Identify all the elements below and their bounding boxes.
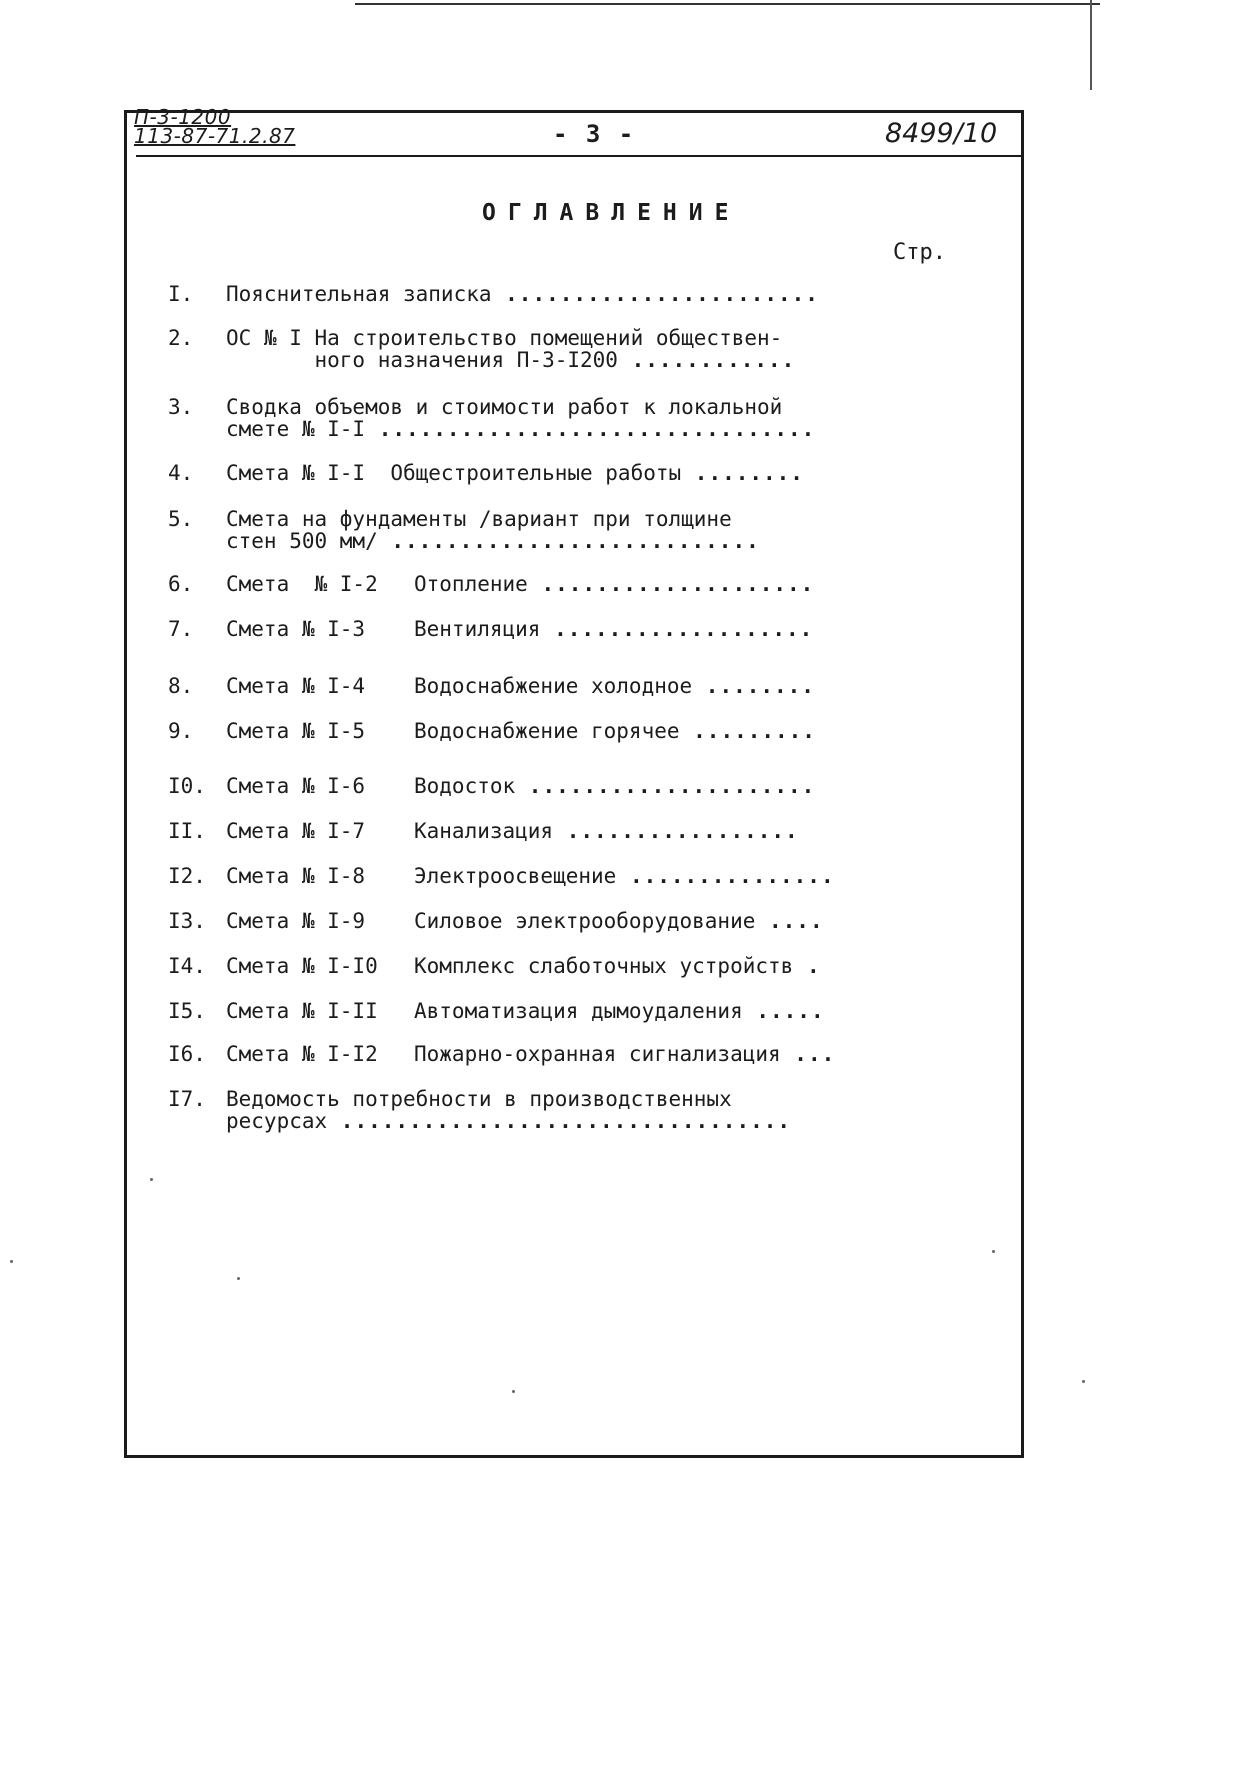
toc-entry-section-title: [414, 865, 835, 887]
toc-entry-text: [226, 1043, 378, 1065]
toc-entry-text: [226, 508, 760, 552]
toc-entry-line: [226, 675, 365, 697]
scan-edge-top: [355, 3, 1100, 5]
toc-entry-line: [226, 865, 365, 887]
toc-entry-text: [226, 675, 365, 697]
toc-entry-text: [226, 618, 365, 640]
toc-entry-title: Водосток: [414, 774, 516, 798]
toc-entry: [168, 865, 858, 887]
toc-leader-dots: ........: [692, 674, 815, 698]
toc-entry-line: [226, 327, 795, 349]
toc-entry-number: 8.: [168, 674, 194, 698]
document-codes: [134, 105, 334, 148]
toc-entry-line: [226, 462, 804, 484]
toc-entry-text: [226, 1088, 791, 1132]
toc-entry-line: [226, 418, 815, 440]
toc-entry-number: I2.: [168, 864, 206, 888]
toc-entry-line-text: Смета № I-I2: [226, 1042, 378, 1066]
toc-entry-line: [226, 508, 760, 530]
toc-entry: [168, 573, 858, 595]
toc-entry-line: [226, 573, 378, 595]
scan-speck: [1082, 1380, 1085, 1383]
toc-entry-line-text: Смета № I-2: [226, 572, 378, 596]
toc-entry-line: [226, 618, 365, 640]
toc-entry: [168, 327, 858, 371]
code-line-2: 113-87-71.2.87: [134, 124, 296, 148]
toc-entry-line-text: Смета № I-6: [226, 774, 366, 798]
toc-entry-number: 3.: [168, 395, 194, 419]
toc-entry: [168, 775, 858, 797]
header-rule: [136, 155, 1024, 157]
page-title: ОГЛАВЛЕНИЕ: [482, 200, 741, 226]
toc-entry-text: [226, 820, 365, 842]
toc-entry: [168, 1000, 858, 1022]
scan-speck: [992, 1250, 995, 1253]
toc-entry: [168, 508, 858, 552]
document-number: 8499/10: [885, 118, 998, 149]
toc-entry-line-text: Смета № I-4: [226, 674, 366, 698]
toc-entry: [168, 1043, 858, 1065]
toc-entry-line-text: ОС № I На строительство помещений обществен-: [226, 326, 783, 350]
toc-entry: [168, 675, 858, 697]
scan-edge-right: [1090, 0, 1092, 90]
toc-leader-dots: ...............: [616, 864, 835, 888]
toc-entry-line-text: Пояснительная записка: [226, 282, 492, 306]
toc-entry-number: 5.: [168, 507, 194, 531]
toc-entry-title: Автоматизация дымоудаления: [414, 999, 743, 1023]
toc-entry-line-text: Сводка объемов и стоимости работ к локальной: [226, 395, 783, 419]
toc-entry-title: Водоснабжение горячее: [414, 719, 680, 743]
toc-leader-dots: ........: [681, 461, 804, 485]
toc-entry-line-text: Смета № I-8: [226, 864, 366, 888]
toc-leader-dots: .....: [742, 999, 825, 1023]
toc-leader-dots: .................................: [327, 1109, 792, 1133]
toc-entry-line: [226, 283, 819, 305]
toc-leader-dots: ...: [780, 1042, 836, 1066]
toc-entry-number: 2.: [168, 326, 194, 350]
toc-entry-line-text: Смета на фундаменты /вариант при толщине: [226, 507, 732, 531]
toc-entry-line: [226, 820, 365, 842]
toc-leader-dots: ....: [755, 909, 824, 933]
toc-entry: [168, 396, 858, 440]
toc-entry-number: II.: [168, 819, 206, 843]
toc-entry-line: [226, 955, 378, 977]
scan-speck: [10, 1260, 13, 1263]
toc-entry-line: [226, 1000, 378, 1022]
toc-entry-section-title: [414, 675, 815, 697]
code-line-1: П-3-1200: [134, 105, 232, 129]
toc-entry-number: 6.: [168, 572, 194, 596]
toc-entry-section-title: [414, 775, 815, 797]
toc-leader-dots: .: [793, 954, 821, 978]
toc-entry: [168, 820, 858, 842]
toc-entry-text: [226, 573, 378, 595]
toc-leader-dots: ............: [617, 348, 796, 372]
toc-entry-number: I6.: [168, 1042, 206, 1066]
toc-entry: [168, 910, 858, 932]
toc-entry-text: [226, 283, 819, 305]
toc-entry-title: Вентиляция: [414, 617, 541, 641]
toc-entry-text: [226, 910, 365, 932]
toc-entry-line-text: Смета № I-I Общестроительные работы: [226, 461, 682, 485]
toc-entry-line: [226, 910, 365, 932]
toc-leader-dots: .........: [679, 719, 816, 743]
toc-entry-line: [226, 775, 365, 797]
toc-entry-text: [226, 396, 815, 440]
toc-leader-dots: ...................: [540, 617, 814, 641]
toc-entry-number: 4.: [168, 461, 194, 485]
toc-entry-line: [226, 720, 365, 742]
toc-entry-text: [226, 775, 365, 797]
toc-entry-text: [226, 1000, 378, 1022]
toc-entry-line-text: стен 500 мм/: [226, 529, 378, 553]
toc-entry: [168, 283, 858, 305]
toc-entry-line: [226, 396, 815, 418]
toc-entry-number: I7.: [168, 1087, 206, 1111]
toc-entry-line-text: Смета № I-7: [226, 819, 366, 843]
toc-entry-number: I.: [168, 282, 194, 306]
toc-leader-dots: .....................: [515, 774, 816, 798]
toc-entry: [168, 720, 858, 742]
toc-entry-line-text: смете № I-I: [226, 417, 366, 441]
toc-entry-line-text: Смета № I-I0: [226, 954, 378, 978]
scan-speck: [237, 1277, 240, 1280]
scan-speck: [512, 1390, 515, 1393]
toc-entry-section-title: [414, 1043, 835, 1065]
toc-entry-number: 7.: [168, 617, 194, 641]
toc-leader-dots: ....................: [527, 572, 815, 596]
toc-entry-section-title: [414, 720, 816, 742]
toc-leader-dots: .......................: [491, 282, 819, 306]
scan-speck: [150, 1178, 153, 1181]
toc-entry-text: [226, 720, 365, 742]
toc-entry: [168, 618, 858, 640]
toc-entry: [168, 1088, 858, 1132]
toc-entry-line-text: Смета № I-9: [226, 909, 366, 933]
toc-entry-section-title: [414, 618, 813, 640]
toc-entry-title: Пожарно-охранная сигнализация: [414, 1042, 781, 1066]
toc-entry-line-text: ного назначения П-3-I200: [226, 348, 618, 372]
toc-leader-dots: ................................: [365, 417, 816, 441]
toc-entry-section-title: [414, 820, 799, 842]
toc-leader-dots: .................: [553, 819, 799, 843]
toc-entry-text: [226, 462, 804, 484]
toc-leader-dots: ...........................: [377, 529, 760, 553]
toc-entry-line: [226, 349, 795, 371]
toc-entry-line: [226, 1110, 791, 1132]
toc-entry-section-title: [414, 910, 824, 932]
toc-entry-title: Электроосвещение: [414, 864, 617, 888]
toc-entry-number: I4.: [168, 954, 206, 978]
toc-entry-number: I5.: [168, 999, 206, 1023]
toc-entry-text: [226, 955, 378, 977]
toc-entry-number: I3.: [168, 909, 206, 933]
toc-entry-line-text: Смета № I-5: [226, 719, 366, 743]
toc-entry-title: Водоснабжение холодное: [414, 674, 693, 698]
toc-entry-text: [226, 865, 365, 887]
toc-entry-title: Канализация: [414, 819, 554, 843]
toc-entry-section-title: [414, 1000, 825, 1022]
toc-entry-text: [226, 327, 795, 371]
toc-entry-line-text: Смета № I-3: [226, 617, 366, 641]
toc-entry-title: Силовое электрооборудование: [414, 909, 756, 933]
toc-entry-line-text: ресурсах: [226, 1109, 328, 1133]
toc-entry-number: 9.: [168, 719, 194, 743]
page-number: - 3 -: [553, 120, 636, 148]
toc-entry-line: [226, 1043, 378, 1065]
toc-entry: [168, 955, 858, 977]
toc-entry-line-text: Смета № I-II: [226, 999, 378, 1023]
toc-entry: [168, 462, 858, 484]
toc-entry-title: Отопление: [414, 572, 528, 596]
toc-entry-line-text: Ведомость потребности в производственных: [226, 1087, 732, 1111]
toc-entry-number: I0.: [168, 774, 206, 798]
toc-entry-line: [226, 530, 760, 552]
toc-entry-section-title: [414, 573, 814, 595]
toc-entry-line: [226, 1088, 791, 1110]
toc-entry-title: Комплекс слаботочных устройств: [414, 954, 794, 978]
page-column-label: Стр.: [893, 240, 946, 265]
toc-entry-section-title: [414, 955, 821, 977]
